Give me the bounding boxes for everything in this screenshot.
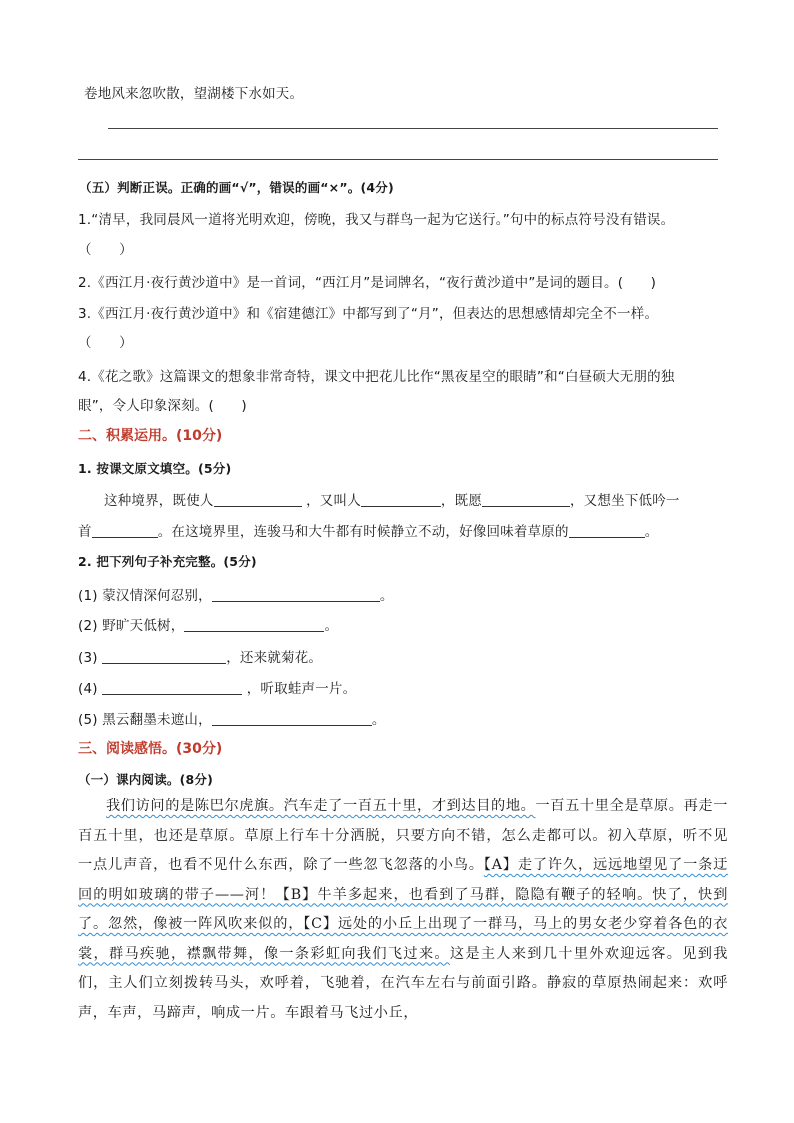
judge-q1-answer[interactable]: （ ） <box>78 242 133 258</box>
complete-blank-2[interactable] <box>184 617 324 632</box>
section-3-heading: 三、阅读感悟。(30分) <box>78 741 223 757</box>
item-period: 。 <box>324 618 339 634</box>
item-period: 。 <box>371 712 386 728</box>
fill-blank-1[interactable] <box>214 492 302 507</box>
complete-item-1 <box>78 584 394 604</box>
underlined-sentence: 【A】走了许久，远远地望见了一条迂回的明如玻璃的带子——河！【B】牛羊多起来，也看到了马群，隐隐有鞭子的轻响。快了，快到了。忽然，像被一阵风吹来似的，【C】远处的小丘上出现了一群马，马上的男女老少穿着各色的衣裳，群马疾驰，襟飘带舞，像一条彩虹向我们飞过来。 <box>78 857 728 962</box>
fill-blank-3[interactable] <box>482 492 570 507</box>
fill-blank-4[interactable] <box>92 523 158 538</box>
item-number: (4) <box>78 681 98 697</box>
complete-blank-5[interactable] <box>212 711 372 726</box>
complete-item-2 <box>78 614 338 634</box>
underlined-sentence: 我们访问的是陈巴尔虎旗。汽车走了一百五十里，才到达目的地。 <box>106 798 536 814</box>
item-text: ，听取蛙声一片。 <box>246 681 357 697</box>
reading-passage <box>78 792 728 1028</box>
complete-blank-3[interactable] <box>102 649 226 664</box>
passage-text: 这是主人来到几十里外欢迎远客。见到我们，主人们立刻拨转马头，欢呼着，飞驰着，在汽车左右与前面引路。静寂的草原热闹起来：欢呼声，车声，马蹄声，响成一片。车跟着马飞过小丘， <box>78 945 728 1021</box>
item-period: 。 <box>379 588 394 604</box>
fill-text: 。 <box>644 524 659 540</box>
judge-heading: （五）判断正误。正确的画“√”，错误的画“×”。(4分) <box>79 180 394 195</box>
answer-line-2[interactable] <box>78 159 718 160</box>
fill-line-1 <box>104 489 680 509</box>
reading-heading: （一）课内阅读。(8分) <box>78 772 214 787</box>
judge-q4: 4.《花之歌》这篇课文的想象非常奇特，课文中把花儿比作“黑夜星空的眼睛”和“白昼硕大无朋的独 <box>78 369 675 385</box>
fill-text: ，又叫人 <box>306 493 361 509</box>
item-text: 蒙汉情深何忍别， <box>102 588 212 604</box>
item-number: (5) <box>78 712 98 728</box>
fill-blank-5[interactable] <box>569 523 645 538</box>
judge-q4-end: 眼”，令人印象深刻。( ) <box>78 398 247 414</box>
fill-heading: 1. 按课文原文填空。(5分) <box>78 461 232 476</box>
judge-q2: 2.《西江月·夜行黄沙道中》是一首词，“西江月”是词牌名，“夜行黄沙道中”是词的题目。( ) <box>78 275 657 291</box>
fill-text: ，又想坐下低吟一 <box>570 493 680 509</box>
item-text: ，还来就菊花。 <box>226 650 323 666</box>
fill-line-2 <box>78 520 658 540</box>
complete-item-3 <box>78 646 322 666</box>
complete-blank-1[interactable] <box>212 587 380 602</box>
complete-heading: 2. 把下列句子补充完整。(5分) <box>78 554 257 569</box>
poem-line: 卷地风来忽吹散，望湖楼下水如天。 <box>84 86 304 102</box>
item-number: (1) <box>78 588 98 604</box>
answer-line-1[interactable] <box>108 128 718 129</box>
item-text: 野旷天低树， <box>102 618 185 634</box>
judge-q1: 1.“清早，我同晨风一道将光明欢迎，傍晚，我又与群鸟一起为它送行。”句中的标点符号没有错误。 <box>78 212 675 228</box>
complete-item-5 <box>78 708 386 728</box>
complete-blank-4[interactable] <box>102 680 242 695</box>
fill-text: 首 <box>78 524 92 540</box>
fill-text: ，既愿 <box>440 493 483 509</box>
judge-q3: 3.《西江月·夜行黄沙道中》和《宿建德江》中都写到了“月”，但表达的思想感情却完全不一样。 <box>78 306 659 322</box>
item-number: (2) <box>78 618 98 634</box>
judge-q3-answer[interactable]: （ ） <box>78 335 133 351</box>
section-2-heading: 二、积累运用。(10分) <box>78 428 223 444</box>
passage-text: 一百五十里全是草原。再走一百五十里，也还是草原。草原上行车十分洒脱，只要方向不错，怎么走都可以。初入草原，听不见一点儿声音，也看不见什么东西，除了一些忽飞忽落的小鸟。 <box>78 798 728 873</box>
item-number: (3) <box>78 650 98 666</box>
complete-item-4 <box>78 677 356 697</box>
fill-text: 这种境界，既使人 <box>104 493 214 509</box>
fill-blank-2[interactable] <box>361 492 441 507</box>
fill-text: 。在这境界里，连骏马和大牛都有时候静立不动，好像回味着草原的 <box>157 524 569 540</box>
item-text: 黑云翻墨未遮山， <box>102 712 212 728</box>
